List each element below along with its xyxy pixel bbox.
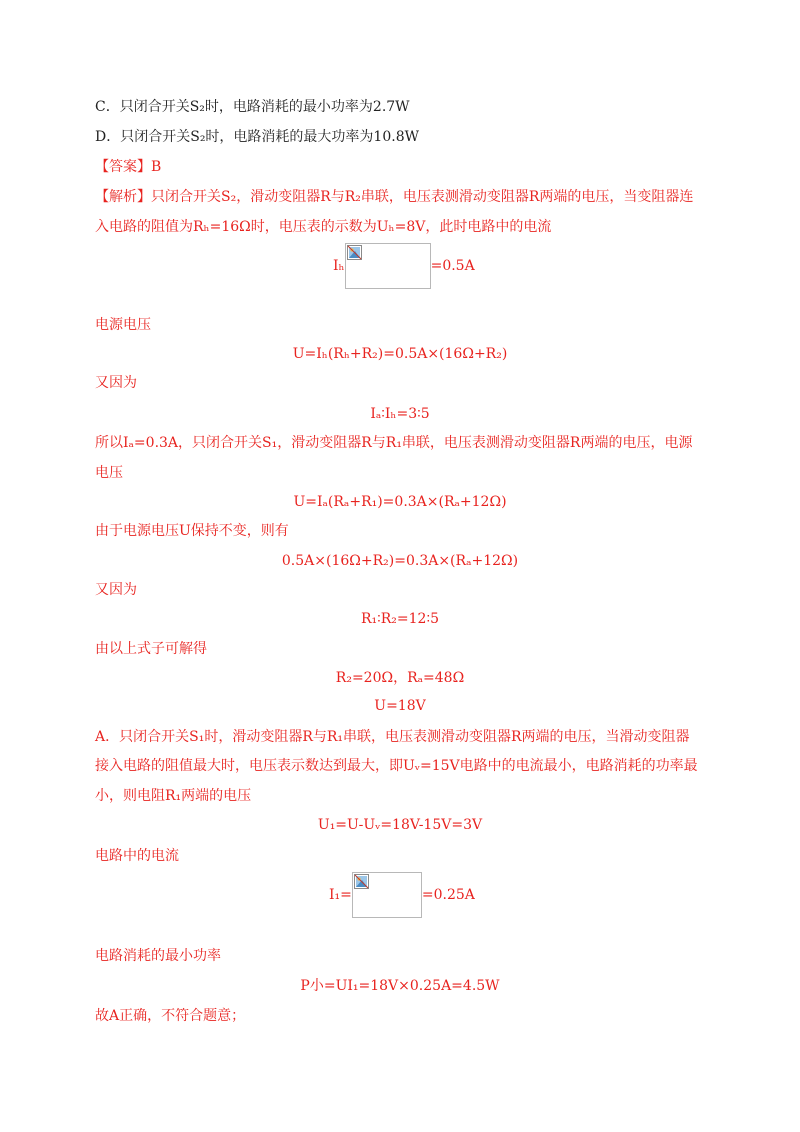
so-line-2: 电压 — [95, 465, 123, 481]
option-a-line-3: 小，则电阻R₁两端的电压 — [95, 788, 252, 804]
since-line: 由于电源电压U保持不变，则有 — [95, 523, 289, 539]
analysis-line-1 — [95, 187, 693, 207]
also-because-2: 又因为 — [95, 582, 137, 598]
equation-resistor-ratio: R₁∶R₂=12∶5 — [360, 611, 440, 627]
equation-current-1 — [329, 872, 475, 918]
formula-image-placeholder — [345, 243, 431, 289]
solve-line: 由以上式子可解得 — [95, 641, 207, 657]
equation-current-ratio: Iₐ∶Iₕ=3∶5 — [370, 406, 430, 422]
so-line-1: 所以Iₐ=0.3A，只闭合开关S₁，滑动变阻器R与R₁串联，电压表测滑动变阻器R两端的电压，电源 — [95, 435, 693, 451]
equation-voltage-b: U=Iₕ(Rₕ+R₂)=0.5A×(16Ω+R₂) — [292, 346, 508, 362]
broken-image-icon — [354, 874, 369, 889]
equation-equal-voltage: 0.5A×(16Ω+R₂)=0.3A×(Rₐ+12Ω) — [281, 553, 519, 569]
option-a-line-1: A．只闭合开关S₁时，滑动变阻器R与R₁串联，电压表测滑动变阻器R两端的电压，当滑动变阻器 — [95, 729, 690, 745]
answer-label: 【答案】 — [95, 159, 151, 175]
option-d: D．只闭合开关S₂时，电路消耗的最大功率为10.8W — [95, 129, 419, 145]
broken-image-icon — [347, 245, 362, 260]
eq10-right: =0.25A — [421, 887, 475, 903]
min-power-label: 电路消耗的最小功率 — [95, 948, 221, 964]
equation-u1: U₁=U-Uᵥ=18V-15V=3V — [317, 817, 483, 833]
power-voltage-label: 电源电压 — [95, 317, 151, 333]
eq10-left: I₁= — [329, 887, 352, 903]
analysis-line-2: 入电路的阻值为Rₕ=16Ω时，电压表的示数为Uₕ=8V，此时电路中的电流 — [95, 219, 552, 235]
also-because-1: 又因为 — [95, 375, 137, 391]
option-a-line-2: 接入电路的阻值最大时，电压表示数达到最大，即Uᵥ=15V电路中的电流最小，电路消耗的功率最 — [95, 758, 698, 774]
equation-min-power: P小=UI₁=18V×0.25A=4.5W — [300, 978, 500, 994]
eq1-left: Iₕ — [333, 258, 345, 274]
equation-current-b — [333, 243, 475, 289]
equation-voltage-a: U=Iₐ(Rₐ+R₁)=0.3A×(Rₐ+12Ω) — [293, 494, 507, 510]
analysis-text-1: 只闭合开关S₂，滑动变阻器R与R₂串联，电压表测滑动变阻器R两端的电压，当变阻器连 — [151, 189, 694, 205]
analysis-label: 【解析】 — [95, 189, 151, 205]
eq1-right: =0.5A — [430, 258, 475, 274]
current-label: 电路中的电流 — [95, 848, 179, 864]
equation-solution-r: R₂=20Ω，Rₐ=48Ω — [335, 670, 465, 686]
option-c: C．只闭合开关S₂时，电路消耗的最小功率为2.7W — [95, 99, 410, 115]
answer-line — [95, 157, 161, 177]
answer-value: B — [151, 159, 162, 175]
equation-solution-u: U=18V — [374, 698, 426, 714]
formula-image-placeholder — [352, 872, 422, 918]
conclusion-line: 故A正确，不符合题意； — [95, 1008, 246, 1024]
